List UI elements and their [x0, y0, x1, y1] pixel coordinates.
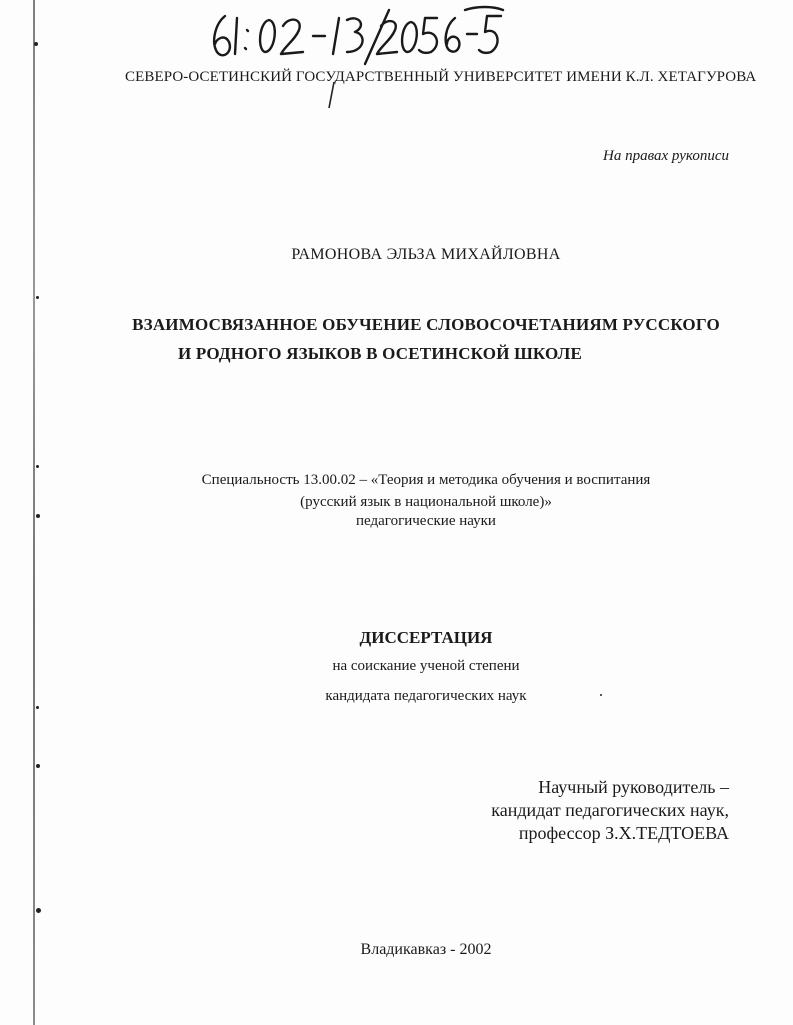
- scan-speck: [34, 42, 38, 46]
- specialty-line-3: педагогические науки: [356, 513, 496, 529]
- university-name: СЕВЕРО-ОСЕТИНСКИЙ ГОСУДАРСТВЕННЫЙ УНИВЕРСИТЕТ ИМЕНИ К.Л. ХЕТАГУРОВА: [125, 69, 757, 85]
- supervisor-line-3: профессор З.Х.ТЕДТОЕВА: [518, 823, 729, 843]
- pen-stroke-mark: [326, 80, 336, 110]
- scan-speck: [36, 706, 39, 709]
- author-name: РАМОНОВА ЭЛЬЗА МИХАЙЛОВНА: [291, 246, 561, 263]
- scan-speck: [36, 908, 41, 913]
- degree-line-2: кандидата педагогических наук: [325, 688, 527, 704]
- supervisor-line-1: Научный руководитель –: [538, 777, 729, 797]
- dissertation-heading: ДИССЕРТАЦИЯ: [359, 628, 493, 647]
- scan-speck: [36, 764, 40, 768]
- scan-speck: [36, 465, 39, 468]
- thesis-title-line-2: И РОДНОГО ЯЗЫКОВ В ОСЕТИНСКОЙ ШКОЛЕ: [177, 344, 583, 363]
- degree-line-1: на соискание ученой степени: [332, 658, 520, 674]
- specialty-line-2: (русский язык в национальной школе)»: [300, 494, 552, 510]
- handwritten-archive-code: [205, 4, 505, 66]
- rights-note: На правах рукописи: [603, 148, 729, 164]
- city-year: Владикавказ - 2002: [360, 941, 492, 958]
- scan-speck: [36, 296, 39, 299]
- supervisor-line-2: кандидат педагогических наук,: [491, 800, 729, 820]
- thesis-title-line-1: ВЗАИМОСВЯЗАННОЕ ОБУЧЕНИЕ СЛОВОСОЧЕТАНИЯМ РУССКОГО: [132, 315, 720, 334]
- specialty-line-1: Специальность 13.00.02 – «Теория и методика обучения и воспитания: [201, 472, 651, 488]
